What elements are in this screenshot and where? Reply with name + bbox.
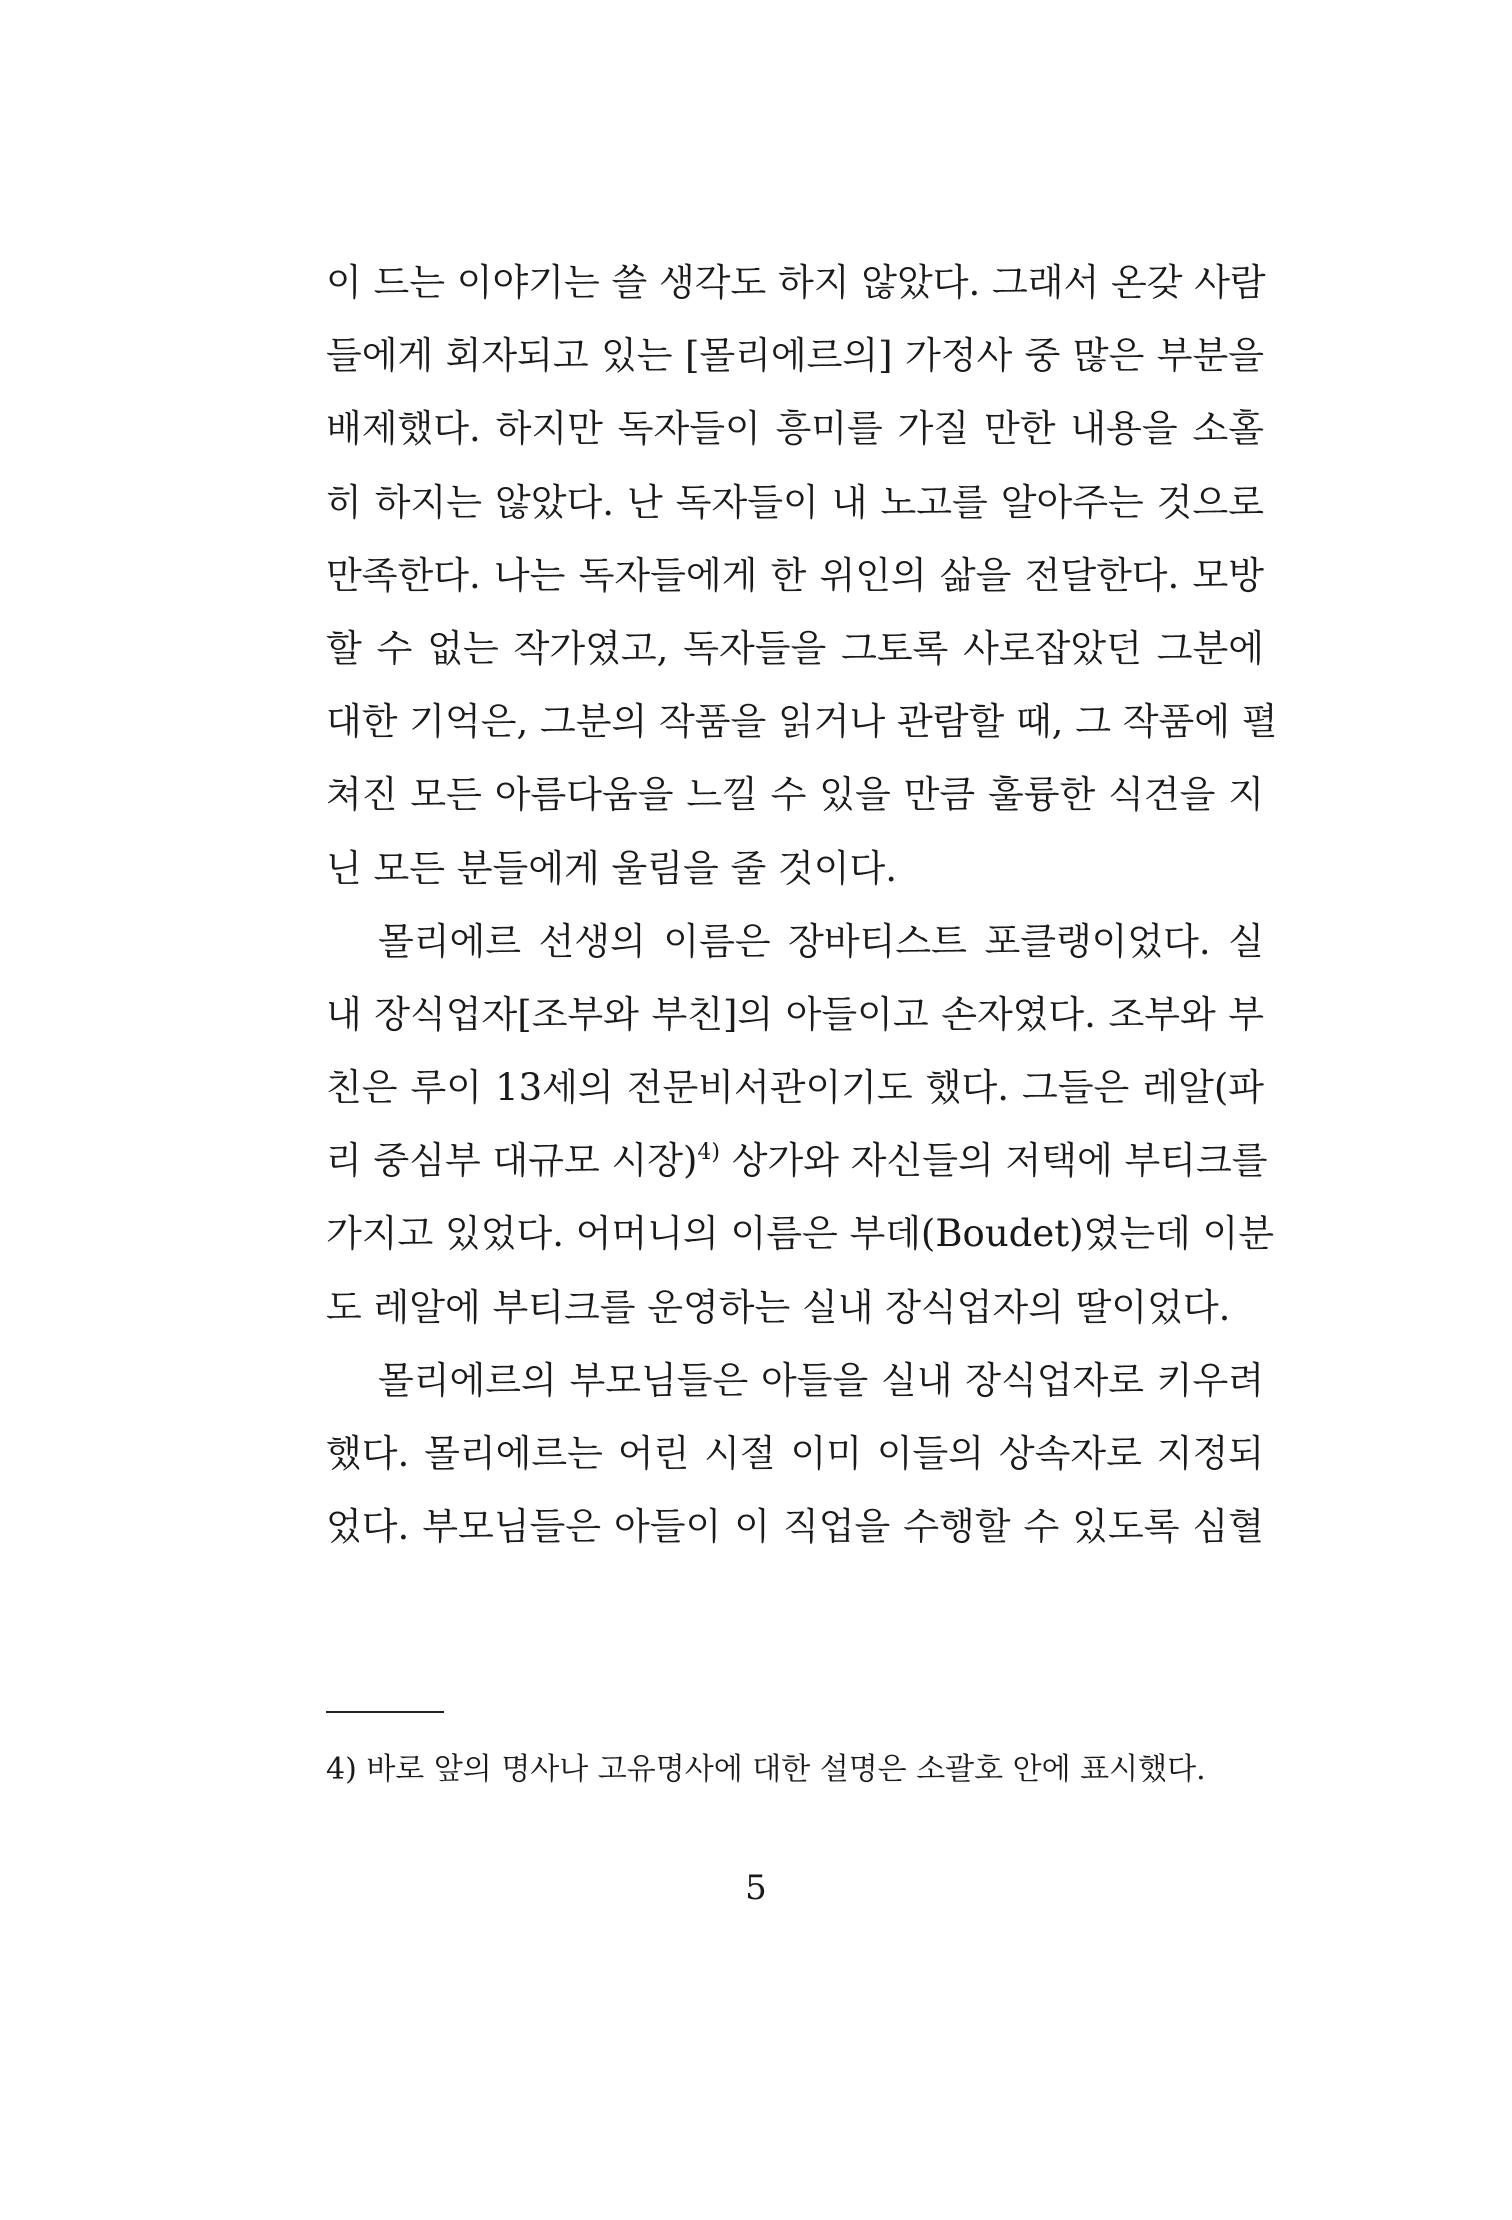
text-line: 몰리에르의 부모님들은 아들을 실내 장식업자로 키우려 xyxy=(378,1358,1264,1402)
text-line: 몰리에르 선생의 이름은 장바티스트 포클랭이었다. 실 xyxy=(378,919,1264,963)
footnote-reference[interactable]: 4) xyxy=(697,1140,720,1166)
footnote-divider xyxy=(326,1711,444,1713)
text-line: 닌 모든 분들에게 울림을 줄 것이다. xyxy=(326,846,897,890)
text-line-with-footnote xyxy=(326,1124,1268,1197)
text-segment: 리 중심부 대규모 시장) xyxy=(326,1139,698,1183)
text-line: 내 장식업자[조부와 부친]의 아들이고 손자였다. 조부와 부 xyxy=(326,992,1264,1036)
text-line: 가지고 있었다. 어머니의 이름은 부데(Boudet)였는데 이분 xyxy=(326,1212,1275,1256)
text-line: 친은 루이 13세의 전문비서관이기도 했다. 그들은 레알(파 xyxy=(326,1066,1264,1110)
text-line: 할 수 없는 작가였고, 독자들을 그토록 사로잡았던 그분에 xyxy=(326,626,1264,670)
body-text xyxy=(326,246,1278,1563)
text-line: 이 드는 이야기는 쓸 생각도 하지 않았다. 그래서 온갖 사람 xyxy=(326,261,1266,304)
footnote: 4) 바로 앞의 명사나 고유명사에 대한 설명은 소괄호 안에 표시했다. xyxy=(326,1752,1206,1787)
text-line: 히 하지는 않았다. 난 독자들이 내 노고를 알아주는 것으로 xyxy=(326,480,1264,524)
text-line: 쳐진 모든 아름다움을 느낄 수 있을 만큼 훌륭한 식견을 지 xyxy=(326,773,1264,817)
text-line: 했다. 몰리에르는 어린 시절 이미 이들의 상속자로 지정되 xyxy=(326,1432,1264,1475)
text-line: 대한 기억은, 그분의 작품을 읽거나 관람할 때, 그 작품에 펼 xyxy=(326,700,1278,744)
text-line: 배제했다. 하지만 독자들이 흥미를 가질 만한 내용을 소홀 xyxy=(326,407,1264,451)
text-line: 만족한다. 나는 독자들에게 한 위인의 삶을 전달한다. 모방 xyxy=(326,553,1264,597)
text-line: 들에게 회자되고 있는 [몰리에르의] 가정사 중 많은 부분을 xyxy=(326,334,1264,378)
text-line: 도 레알에 부티크를 운영하는 실내 장식업자의 딸이었다. xyxy=(326,1285,1231,1329)
text-segment: 상가와 자신들의 저택에 부티크를 xyxy=(731,1139,1268,1183)
page-number: 5 xyxy=(745,1868,767,1908)
text-line: 었다. 부모님들은 아들이 이 직업을 수행할 수 있도록 심혈 xyxy=(326,1505,1264,1549)
